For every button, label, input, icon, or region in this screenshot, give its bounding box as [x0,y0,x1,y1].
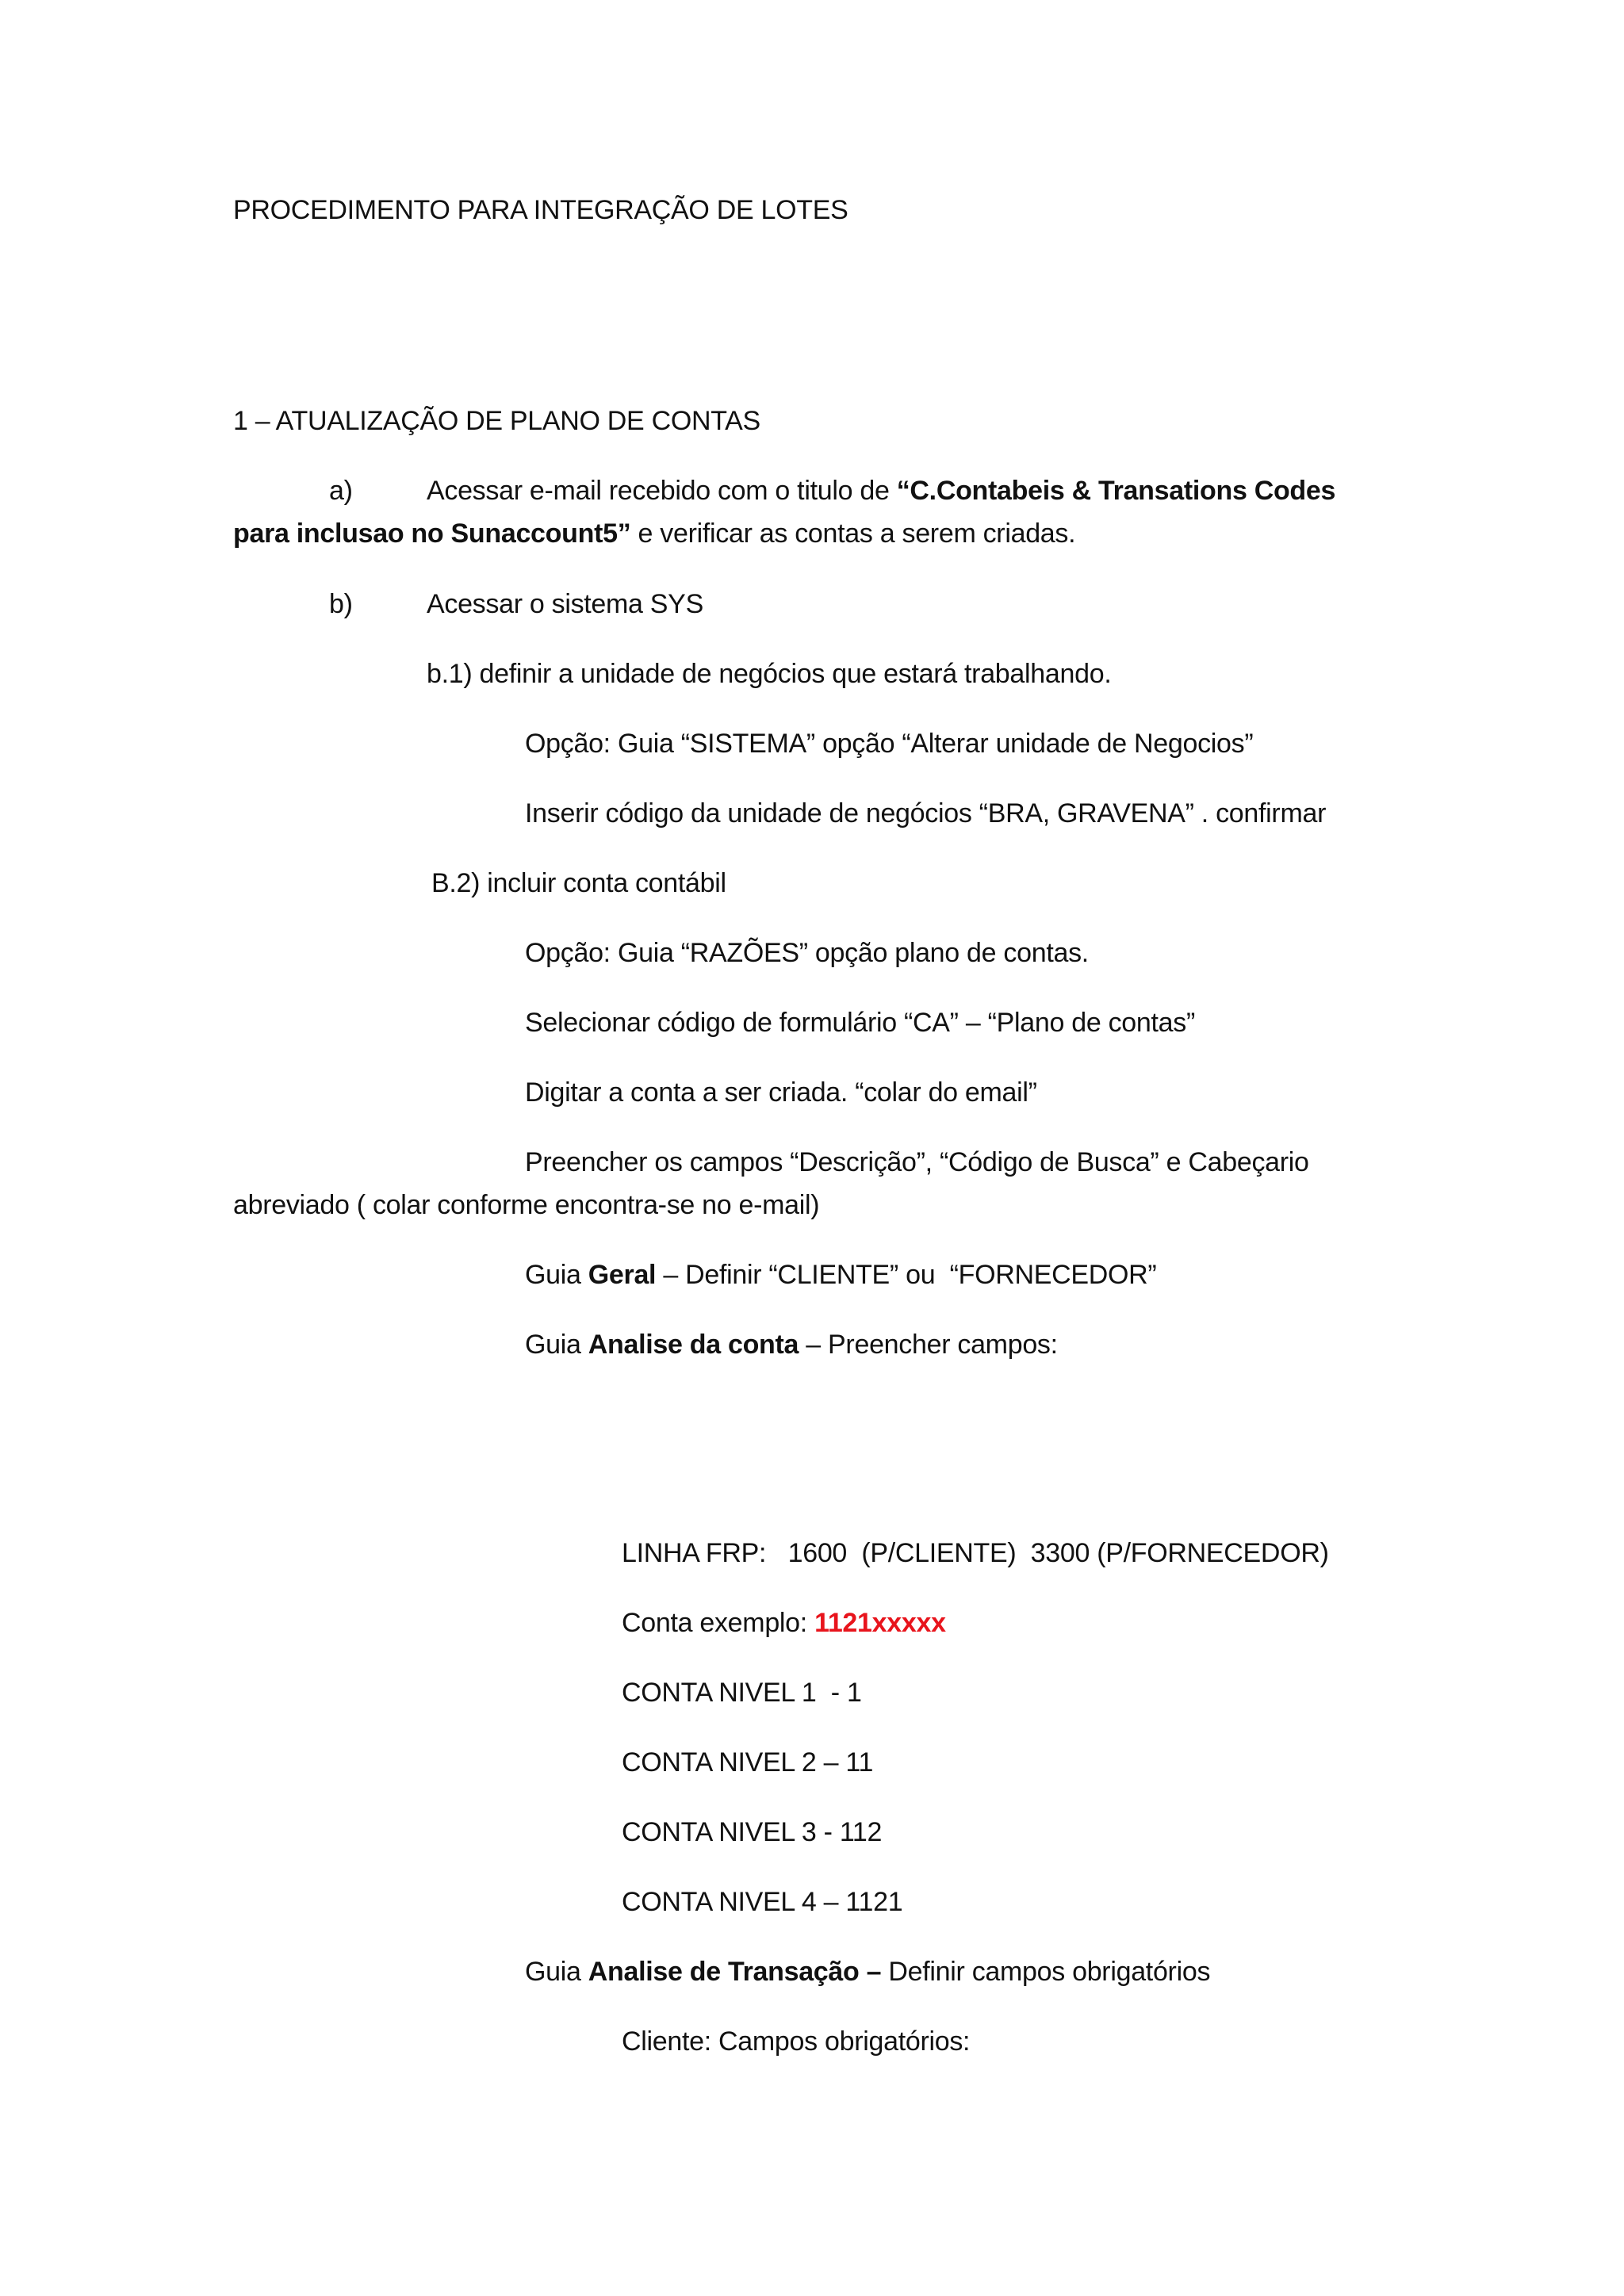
guia-analise-rest: – Preencher campos: [799,1330,1058,1360]
guia-analise-bold: Analise da conta [588,1330,799,1360]
item-b-marker: b) [329,589,353,619]
step-b1-option: Opção: Guia “SISTEMA” opção “Alterar unidade de Negocios” [525,729,1254,759]
step-b1-insert: Inserir código da unidade de negócios “BRA, GRAVENA” . confirmar [525,798,1327,828]
cliente-campos: Cliente: Campos obrigatórios: [622,2026,971,2057]
step-b1: b.1) definir a unidade de negócios que estará trabalhando. [427,659,1112,689]
step-b2-type: Digitar a conta a ser criada. “colar do email” [525,1077,1037,1108]
conta-exemplo-value: 1121xxxxx [814,1608,946,1638]
guia-transacao-rest: Definir campos obrigatórios [881,1957,1211,1987]
email-subject-part2: para inclusao no Sunaccount5” [233,519,631,549]
step-b2-fill-line2: abreviado ( colar conforme encontra-se no e-mail) [233,1190,820,1220]
linha-frp: LINHA FRP: 1600 (P/CLIENTE) 3300 (P/FORNECEDOR) [622,1538,1329,1568]
email-subject-part1: “C.Contabeis & Transations Codes [896,476,1336,506]
step-b2-fill-line1: Preencher os campos “Descrição”, “Código de Busca” e Cabeçario [525,1147,1309,1177]
item-a-rest: e verificar as contas a serem criadas. [630,519,1076,549]
item-a-line2 [233,516,1075,551]
guia-geral-bold: Geral [588,1260,657,1290]
conta-nivel-1: CONTA NIVEL 1 - 1 [622,1678,862,1708]
guia-geral-rest: – Definir “CLIENTE” ou “FORNECEDOR” [656,1260,1157,1290]
item-b-text: Acessar o sistema SYS [427,589,703,619]
conta-nivel-4: CONTA NIVEL 4 – 1121 [622,1887,903,1917]
guia-analise-prefix: Guia [525,1330,588,1360]
item-a-text: Acessar e-mail recebido com o titulo de [427,476,897,506]
conta-nivel-3: CONTA NIVEL 3 - 112 [622,1817,883,1847]
step-b2-select: Selecionar código de formulário “CA” – “Plano de contas” [525,1008,1195,1038]
section-heading: 1 – ATUALIZAÇÃO DE PLANO DE CONTAS [233,406,760,436]
step-b2: B.2) incluir conta contábil [431,868,726,898]
guia-transacao-bold: Analise de Transação – [588,1957,882,1987]
guia-geral [525,1257,1156,1292]
guia-analise-transacao [525,1954,1210,1989]
document-title: PROCEDIMENTO PARA INTEGRAÇÃO DE LOTES [233,195,848,225]
item-a-marker: a) [329,476,353,506]
conta-exemplo-label: Conta exemplo: [622,1608,815,1638]
guia-transacao-prefix: Guia [525,1957,588,1987]
guia-analise-conta [525,1327,1058,1362]
item-a-line1 [427,473,1335,508]
conta-nivel-2: CONTA NIVEL 2 – 11 [622,1747,874,1777]
guia-geral-prefix: Guia [525,1260,588,1290]
conta-exemplo [622,1605,946,1640]
step-b2-option: Opção: Guia “RAZÕES” opção plano de contas. [525,938,1089,968]
